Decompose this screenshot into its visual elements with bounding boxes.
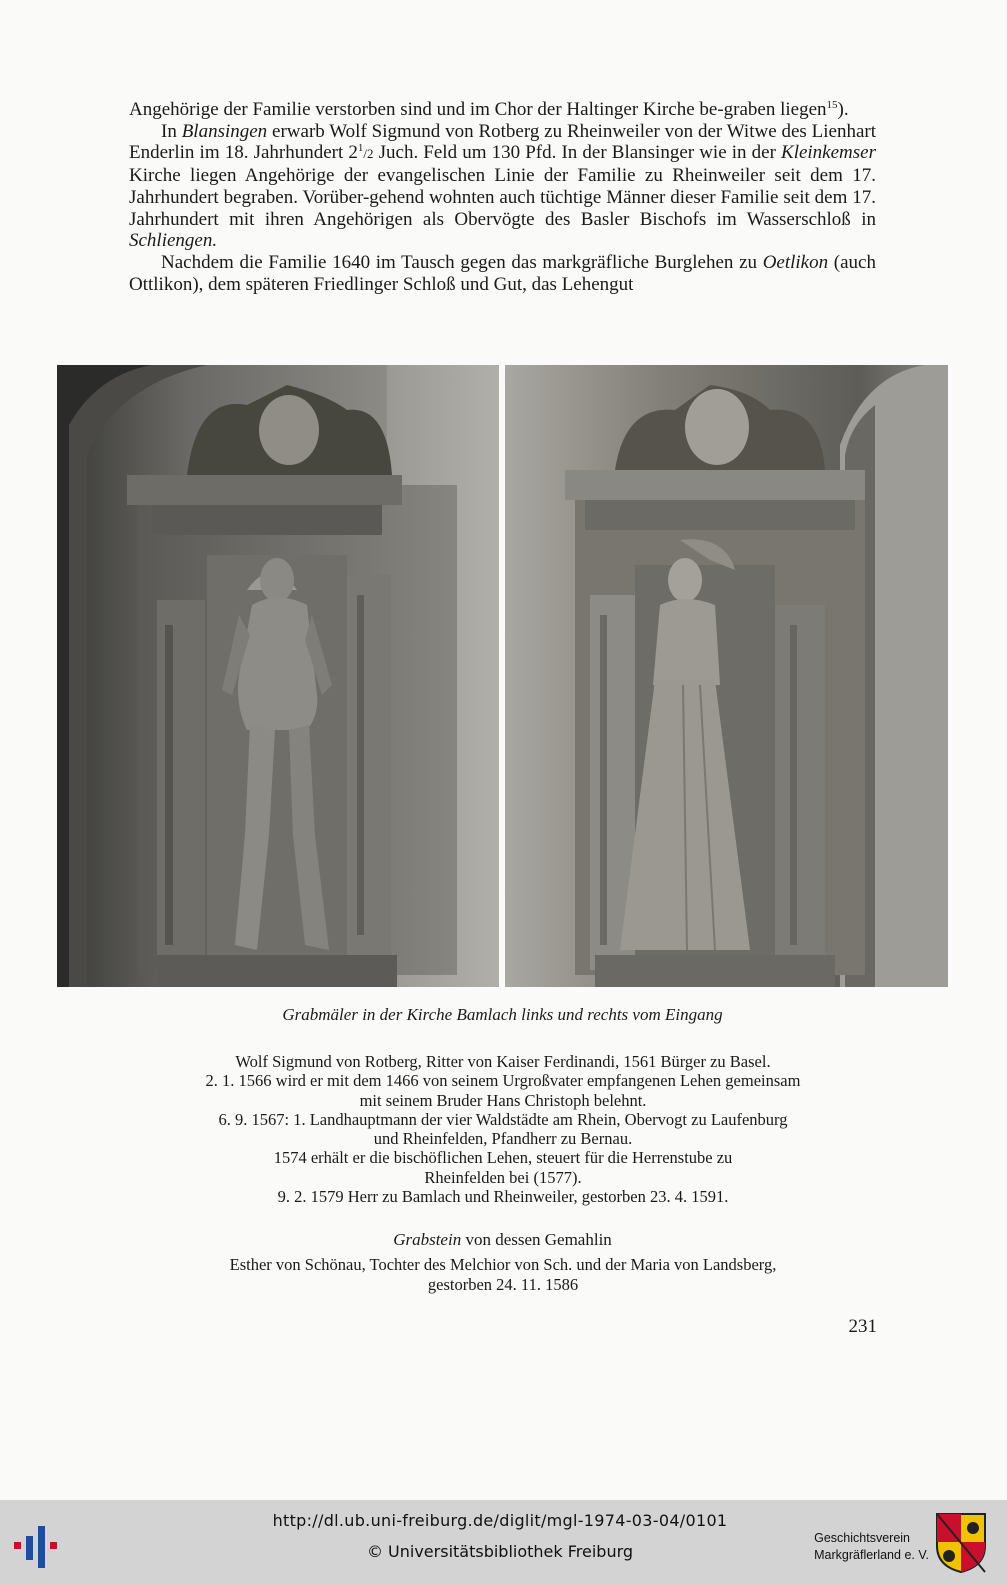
p2-text-d: Kirche liegen Angehörige der evangelischen Linie der Familie zu Rheinweiler seit dem 17. Jahrhundert begraben. Vorüber-gehend wohnten auch tüchtige Männer dieser Familie seit dem 17. Jahrhundert mit ihren Angehörigen als Obervögte des Basler Bischofs im Wasserschloß in [129, 165, 876, 230]
biography-line: und Rheinfelden, Pfandherr zu Bernau. [373, 1129, 633, 1149]
p1-text-end: ). [837, 99, 849, 120]
wife-line: gestorben 24. 11. 1586 [427, 1274, 579, 1294]
fraction-denominator: /2 [363, 146, 374, 162]
wife-line: Esther von Schönau, Tochter des Melchior von Sch. und der Maria von Landsberg, [229, 1255, 777, 1274]
tomb-photographs [57, 365, 948, 987]
biography-line: Rheinfelden bei (1577). [424, 1167, 582, 1187]
place-blansingen: Blansingen [181, 120, 268, 142]
p2-text: In [161, 120, 182, 142]
knight-tomb-image [57, 365, 499, 987]
biography-line: 9. 2. 1579 Herr zu Bamlach und Rheinweiler, gestorben 23. 4. 1591. [277, 1187, 729, 1207]
photo-knight-tomb [57, 365, 499, 987]
p2-text-c: Juch. Feld um 130 Pfd. In der Blansinger wie in der [373, 142, 782, 164]
biography-line: 6. 9. 1567: 1. Landhauptmann der vier Waldstädte am Rhein, Obervogt zu Laufenburg [218, 1109, 788, 1129]
paragraph-2 [129, 121, 876, 252]
body-text [129, 99, 876, 295]
p2-text-b: erwarb Wolf Sigmund von Rotberg zu Rheinweiler von der Witwe des Lienhart Enderlin im 18. Jahrhundert 2 [129, 120, 877, 164]
society-line-2: Markgräflerland e. V. [814, 1548, 929, 1562]
biography-line: 1574 erhält er die bischöflichen Lehen, steuert für die Herrenstube zu [273, 1148, 733, 1168]
subhead-rest: von dessen Gemahlin [461, 1230, 612, 1249]
footer-bar [0, 1500, 1007, 1585]
place-schliengen: Schliengen. [129, 230, 218, 252]
page-number: 231 [848, 1316, 877, 1337]
biography-line: 2. 1. 1566 wird er mit dem 1466 von seinem Urgroßvater empfangenen Lehen gemeinsam [205, 1071, 801, 1091]
footnote-ref: 15 [826, 99, 838, 111]
subhead-italic: Grabstein [393, 1230, 462, 1249]
place-oetlikon: Oetlikon [762, 251, 829, 273]
place-kleinkemser: Kleinkemser [781, 142, 876, 164]
ub-freiburg-logo-icon [14, 1522, 66, 1576]
biography-line: Wolf Sigmund von Rotberg, Ritter von Kaiser Ferdinandi, 1561 Bürger zu Basel. [235, 1052, 771, 1071]
document-url-link[interactable]: http://dl.ub.uni-freiburg.de/diglit/mgl-1974-03-04/0101 [272, 1511, 728, 1530]
fraction-numerator: 1 [357, 142, 364, 155]
paragraph-3 [129, 252, 876, 295]
society-line-1: Geschichtsverein [814, 1531, 910, 1545]
wife-block [100, 1255, 906, 1294]
copyright-text: © Universitätsbibliothek Freiburg [366, 1542, 634, 1561]
paragraph-1 [129, 99, 876, 121]
photo-lady-tomb [505, 365, 948, 987]
p3-text: Nachdem die Familie 1640 im Tausch gegen das markgräfliche Burglehen zu [161, 251, 763, 273]
society-crest-icon [935, 1512, 987, 1578]
figure-caption: Grabmäler in der Kirche Bamlach links und rechts vom Eingang [282, 1005, 723, 1024]
p3-text-b: (auch Ottlikon), dem späteren Friedlinger Schloß und Gut, das Lehengut [129, 251, 876, 295]
gravestone-subhead [129, 1230, 876, 1250]
biography-line: mit seinem Bruder Hans Christoph belehnt. [359, 1090, 647, 1110]
biography-block [100, 1052, 906, 1206]
p1-text: Angehörige der Familie verstorben sind und im Chor der Haltinger Kirche be-graben liegen [129, 99, 827, 120]
society-name [814, 1530, 929, 1564]
lady-tomb-image [505, 365, 948, 987]
